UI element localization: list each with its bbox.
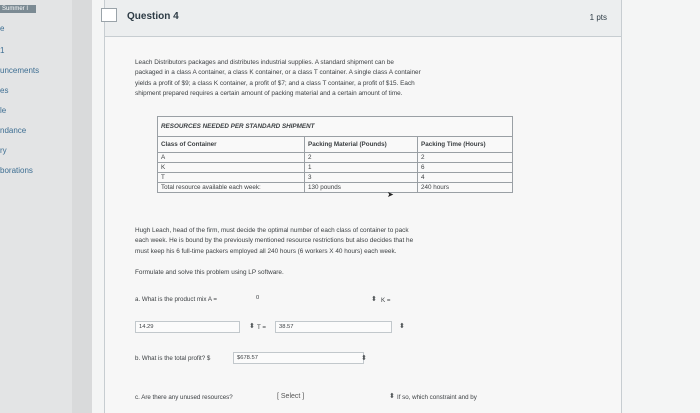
sidebar-item-announcements[interactable]: uncements [0,66,40,75]
table-cell: 1 [305,163,418,173]
question-body [135,226,413,257]
select-arrows-icon: ⬍ [389,393,395,400]
term-label: Summer I [0,5,36,13]
intro-line: Leach Distributors packages and distributes industrial supplies. A standard shipment can be [135,59,394,66]
body-line: must keep his 6 full-time packers employed all 240 hours (6 workers X 40 hours) each week. [135,247,397,255]
total-profit-input[interactable]: $678.57 [233,352,364,364]
t-value-input[interactable]: 38.57 [275,321,392,333]
table-cell: T [158,173,305,183]
table-cell: 3 [305,173,418,183]
mouse-cursor-icon: ➤ [387,190,394,199]
table-row [158,163,513,173]
table-cell: A [158,153,305,163]
sidebar-item-attendance[interactable]: ndance [0,126,27,135]
resources-table [157,116,513,193]
a-value[interactable]: 0 [256,295,260,301]
part-b-label: b. What is the total profit? $ [135,355,211,362]
quiz-panel [92,0,700,413]
table-cell: 240 hours [418,183,513,193]
body-line: Hugh Leach, head of the firm, must decide the optimal number of each class of container to pack [135,227,409,234]
table-cell: 2 [305,153,418,163]
body-line: each week. He is bound by the previously mentioned resource restrictions but also decides that he [135,237,414,245]
flag-question-icon[interactable] [101,8,117,22]
table-cell: 4 [418,173,513,183]
intro-line: packaged in a class A container, a class K container, or a class T container. A single class A container [135,69,421,77]
sidebar-item-collaborations[interactable]: borations [0,166,33,175]
question-card [104,0,622,413]
course-sidebar [0,0,72,413]
sidebar-item-home[interactable]: e [0,24,5,33]
intro-line: yields a profit of $9; a class K container, a profit of $7; and a class T container, a profit of $15. Each [135,79,415,87]
sidebar-item-1[interactable]: 1 [0,46,5,55]
select-arrows-icon: ⬍ [249,323,255,330]
select-arrows-icon: ⬍ [371,296,377,303]
table-row [158,183,513,193]
question-points: 1 pts [589,13,607,22]
part-a-label: a. What is the product mix A = [135,296,218,303]
table-cell: K [158,163,305,173]
table-cell: Total resource available each week: [158,183,305,193]
table-cell: 6 [418,163,513,173]
t-label: T = [257,324,267,331]
table-cell: 130 pounds [305,183,418,193]
part-c-label: c. Are there any unused resources? [135,394,233,401]
table-title: RESOURCES NEEDED PER STANDARD SHIPMENT [158,117,513,137]
sidebar-item-syllabus[interactable]: le [0,106,7,115]
sidebar-item-library[interactable]: ry [0,146,7,155]
table-row [158,173,513,183]
part-c-tail: If so, which constraint and by [397,394,477,401]
sidebar-item-modules[interactable]: es [0,86,9,95]
table-header: Packing Material (Pounds) [305,137,418,153]
formulate-instruction: Formulate and solve this problem using LP software. [135,269,284,276]
question-title: Question 4 [127,11,179,22]
question-intro [135,58,421,100]
table-row [158,153,513,163]
table-cell: 2 [418,153,513,163]
k-value-input[interactable]: 14.29 [135,321,240,333]
select-arrows-icon: ⬍ [399,323,405,330]
question-header [105,0,621,37]
k-label: K = [381,297,391,304]
table-header: Class of Container [158,137,305,153]
intro-line: shipment prepared requires a certain amount of packing material and a certain amount of time. [135,90,403,98]
select-arrows-icon: ⬍ [361,355,367,362]
table-header: Packing Time (Hours) [418,137,513,153]
unused-resources-select[interactable]: [ Select ] [277,391,389,402]
